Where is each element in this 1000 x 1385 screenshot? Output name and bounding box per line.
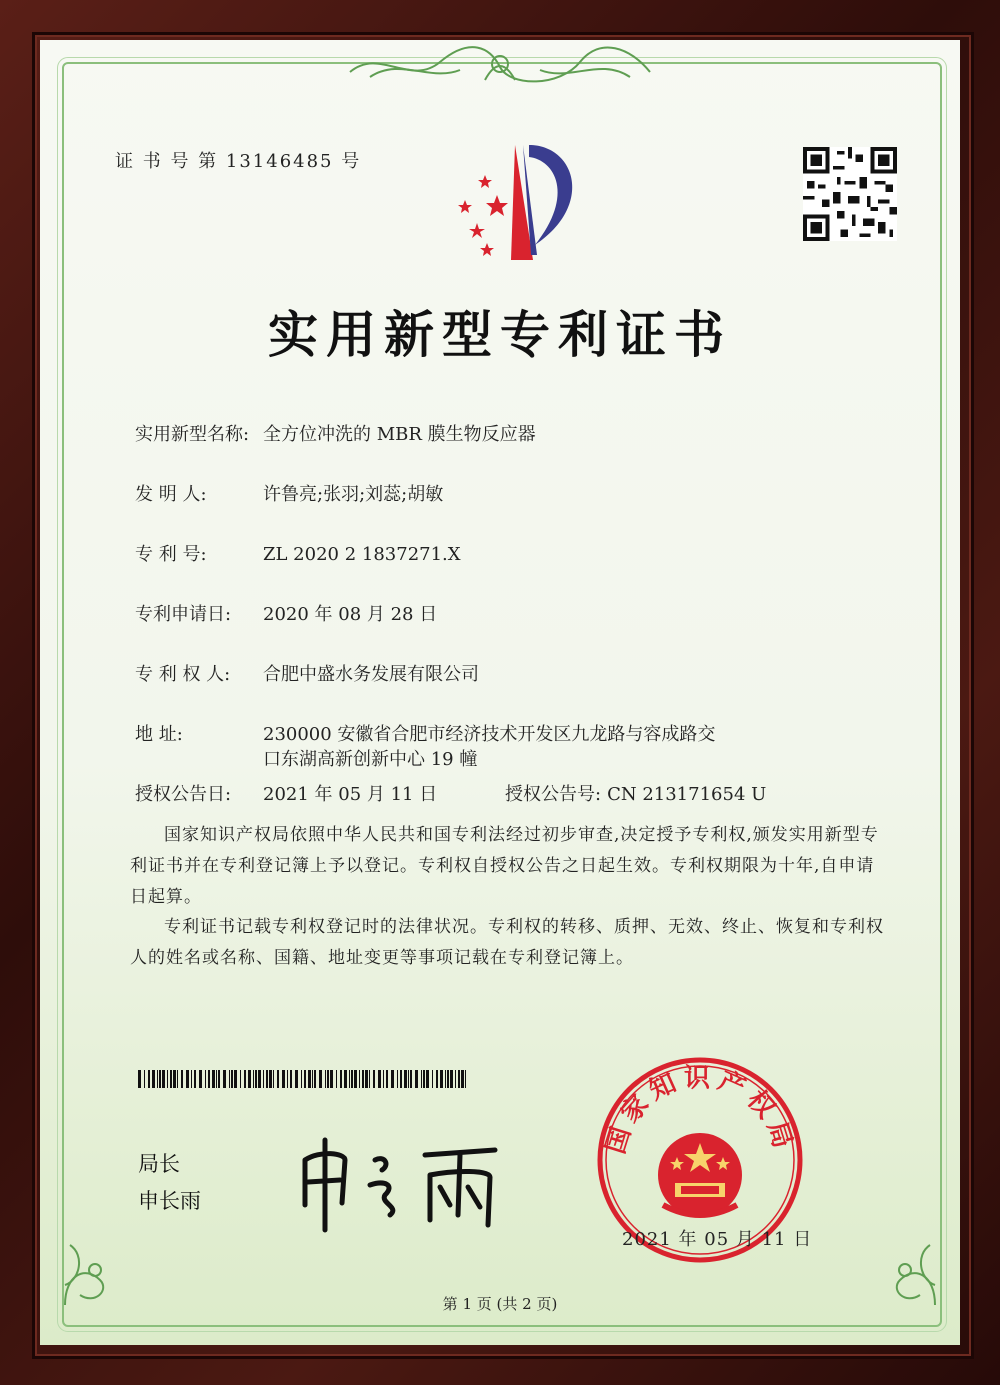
- signatory-title: 局长: [138, 1152, 180, 1176]
- field-announcement-number: [505, 780, 766, 806]
- page-title: 实用新型专利证书: [268, 305, 732, 364]
- field-address: [135, 720, 715, 746]
- qr-code-icon: [803, 147, 897, 241]
- body-paragraph: 专利证书记载专利权登记时的法律状况。专利权的转移、质押、无效、终止、恢复和专利权人的姓名或名称、国籍、地址变更等事项记载在专利登记簿上。: [130, 917, 884, 968]
- field-label: 授权公告号:: [505, 784, 602, 805]
- field-application-date: [135, 600, 437, 626]
- field-value: 2021 年 05 月 11 日: [263, 784, 438, 805]
- field-label: 专 利 号:: [135, 544, 207, 565]
- address-line-1: 230000 安徽省合肥市经济技术开发区九龙路与容成路交: [263, 724, 716, 745]
- patent-office-logo-icon: [425, 135, 595, 270]
- field-patentee: [135, 660, 479, 686]
- address-line-2: 口东湖高新创新中心 19 幢: [263, 749, 478, 770]
- field-value: 全方位冲洗的 MBR 膜生物反应器: [263, 424, 536, 445]
- field-label: 专利申请日:: [135, 604, 232, 625]
- field-value: CN 213171654 U: [607, 784, 767, 805]
- field-patent-number: [135, 540, 461, 566]
- certificate-paper: [40, 40, 960, 1345]
- handwritten-signature-icon: [290, 1125, 520, 1235]
- field-utility-model-name: [135, 420, 536, 446]
- body-paragraph: 国家知识产权局依照中华人民共和国专利法经过初步审查,决定授予专利权,颁发实用新型专利证书并在专利登记簿上予以登记。专利权自授权公告之日起生效。专利权期限为十年,自申请日起算。: [130, 825, 879, 907]
- field-value: ZL 2020 2 1837271.X: [263, 544, 461, 565]
- field-label: 实用新型名称:: [135, 424, 250, 445]
- field-label: 授权公告日:: [135, 784, 232, 805]
- top-ornament-icon: [340, 42, 660, 92]
- barcode-icon: [138, 1070, 468, 1088]
- page-footer: 第 1 页 (共 2 页): [442, 1295, 558, 1313]
- seal-date: 2021 年 05 月 11 日: [622, 1229, 813, 1250]
- field-value: 许鲁亮;张羽;刘蕊;胡敏: [263, 484, 444, 505]
- field-value: 合肥中盛水务发展有限公司: [263, 664, 479, 685]
- certificate-number: 证 书 号 第 13146485 号: [115, 151, 362, 172]
- field-label: 专 利 权 人:: [135, 664, 231, 685]
- field-label: 地 址:: [135, 724, 183, 745]
- field-value: 2020 年 08 月 28 日: [263, 604, 438, 625]
- svg-text:国家知识产权局: 国家知识产权局: [600, 1063, 800, 1158]
- field-inventors: [135, 480, 443, 506]
- field-announcement-date: [135, 780, 437, 806]
- signatory-name: 申长雨: [138, 1189, 201, 1213]
- field-label: 发 明 人:: [135, 484, 207, 505]
